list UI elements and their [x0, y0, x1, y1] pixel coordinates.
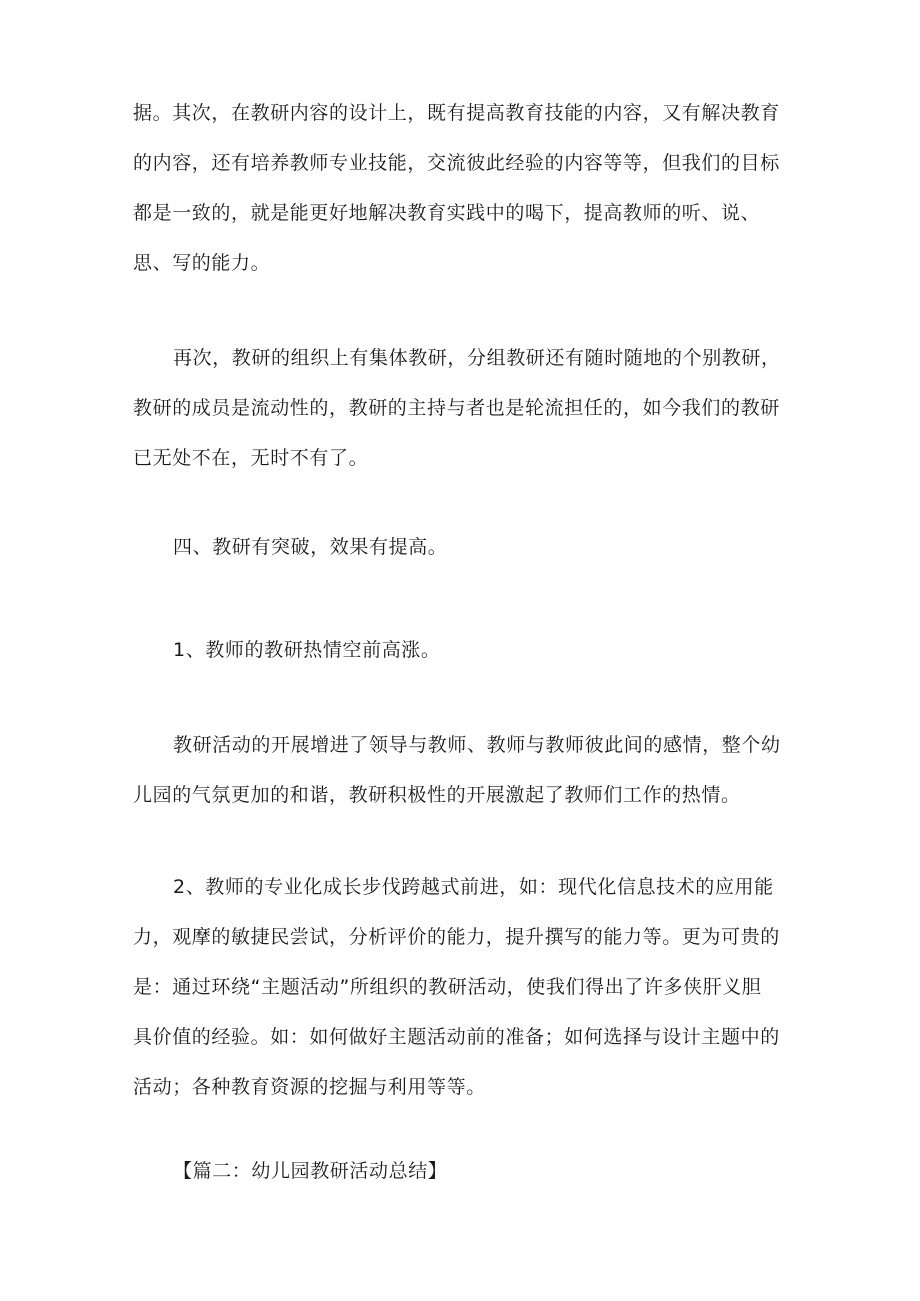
text-line: 【篇二：幼儿园教研活动总结】	[173, 1160, 448, 1182]
text-line: 教研的成员是流动性的，教研的主持与者也是轮流担任的，如今我们的教研	[133, 397, 780, 419]
paragraph-teaching-activity	[133, 720, 795, 820]
paragraph-professional-growth	[133, 862, 795, 1112]
text-line: 具价值的经验。如：如何做好主题活动前的准备；如何选择与设计主题中的	[133, 1026, 780, 1048]
section-heading-four	[133, 522, 795, 572]
paragraph-teaching-organization	[133, 333, 795, 483]
section-title-part-two	[133, 1146, 795, 1196]
text-line: 1、教师的教研热情空前高涨。	[173, 639, 441, 661]
text-line: 四、教研有突破，效果有提高。	[173, 536, 448, 558]
text-line: 活动；各种教育资源的挖掘与利用等等。	[133, 1076, 486, 1098]
text-line: 再次，教研的组织上有集体教研，分组教研还有随时随地的个别教研，	[173, 347, 781, 369]
text-line: 是：通过环绕“主题活动”所组织的教研活动，使我们得出了许多侠肝义胆	[133, 976, 762, 998]
text-line: 2、教师的专业化成长步伐跨越式前进，如：现代化信息技术的应用能	[173, 876, 774, 898]
text-line: 儿园的气氛更加的和谐，教研积极性的开展激起了教师们工作的热情。	[133, 784, 741, 806]
paragraph-teaching-content	[133, 88, 795, 288]
text-line: 的内容，还有培养教师专业技能，交流彼此经验的内容等等，但我们的目标	[133, 152, 780, 174]
text-line: 据。其次，在教研内容的设计上，既有提高教育技能的内容，又有解决教育	[133, 102, 780, 124]
text-line: 已无处不在，无时不有了。	[133, 447, 369, 469]
text-line: 都是一致的，就是能更好地解决教育实践中的喝下，提高教师的听、说、	[133, 202, 761, 224]
subheading-one	[133, 625, 795, 675]
text-line: 教研活动的开展增进了领导与教师、教师与教师彼此间的感情，整个幼	[173, 734, 781, 756]
text-line: 力，观摩的敏捷民尝试，分析评价的能力，提升撰写的能力等。更为可贵的	[133, 926, 780, 948]
text-line: 思、写的能力。	[133, 252, 271, 274]
